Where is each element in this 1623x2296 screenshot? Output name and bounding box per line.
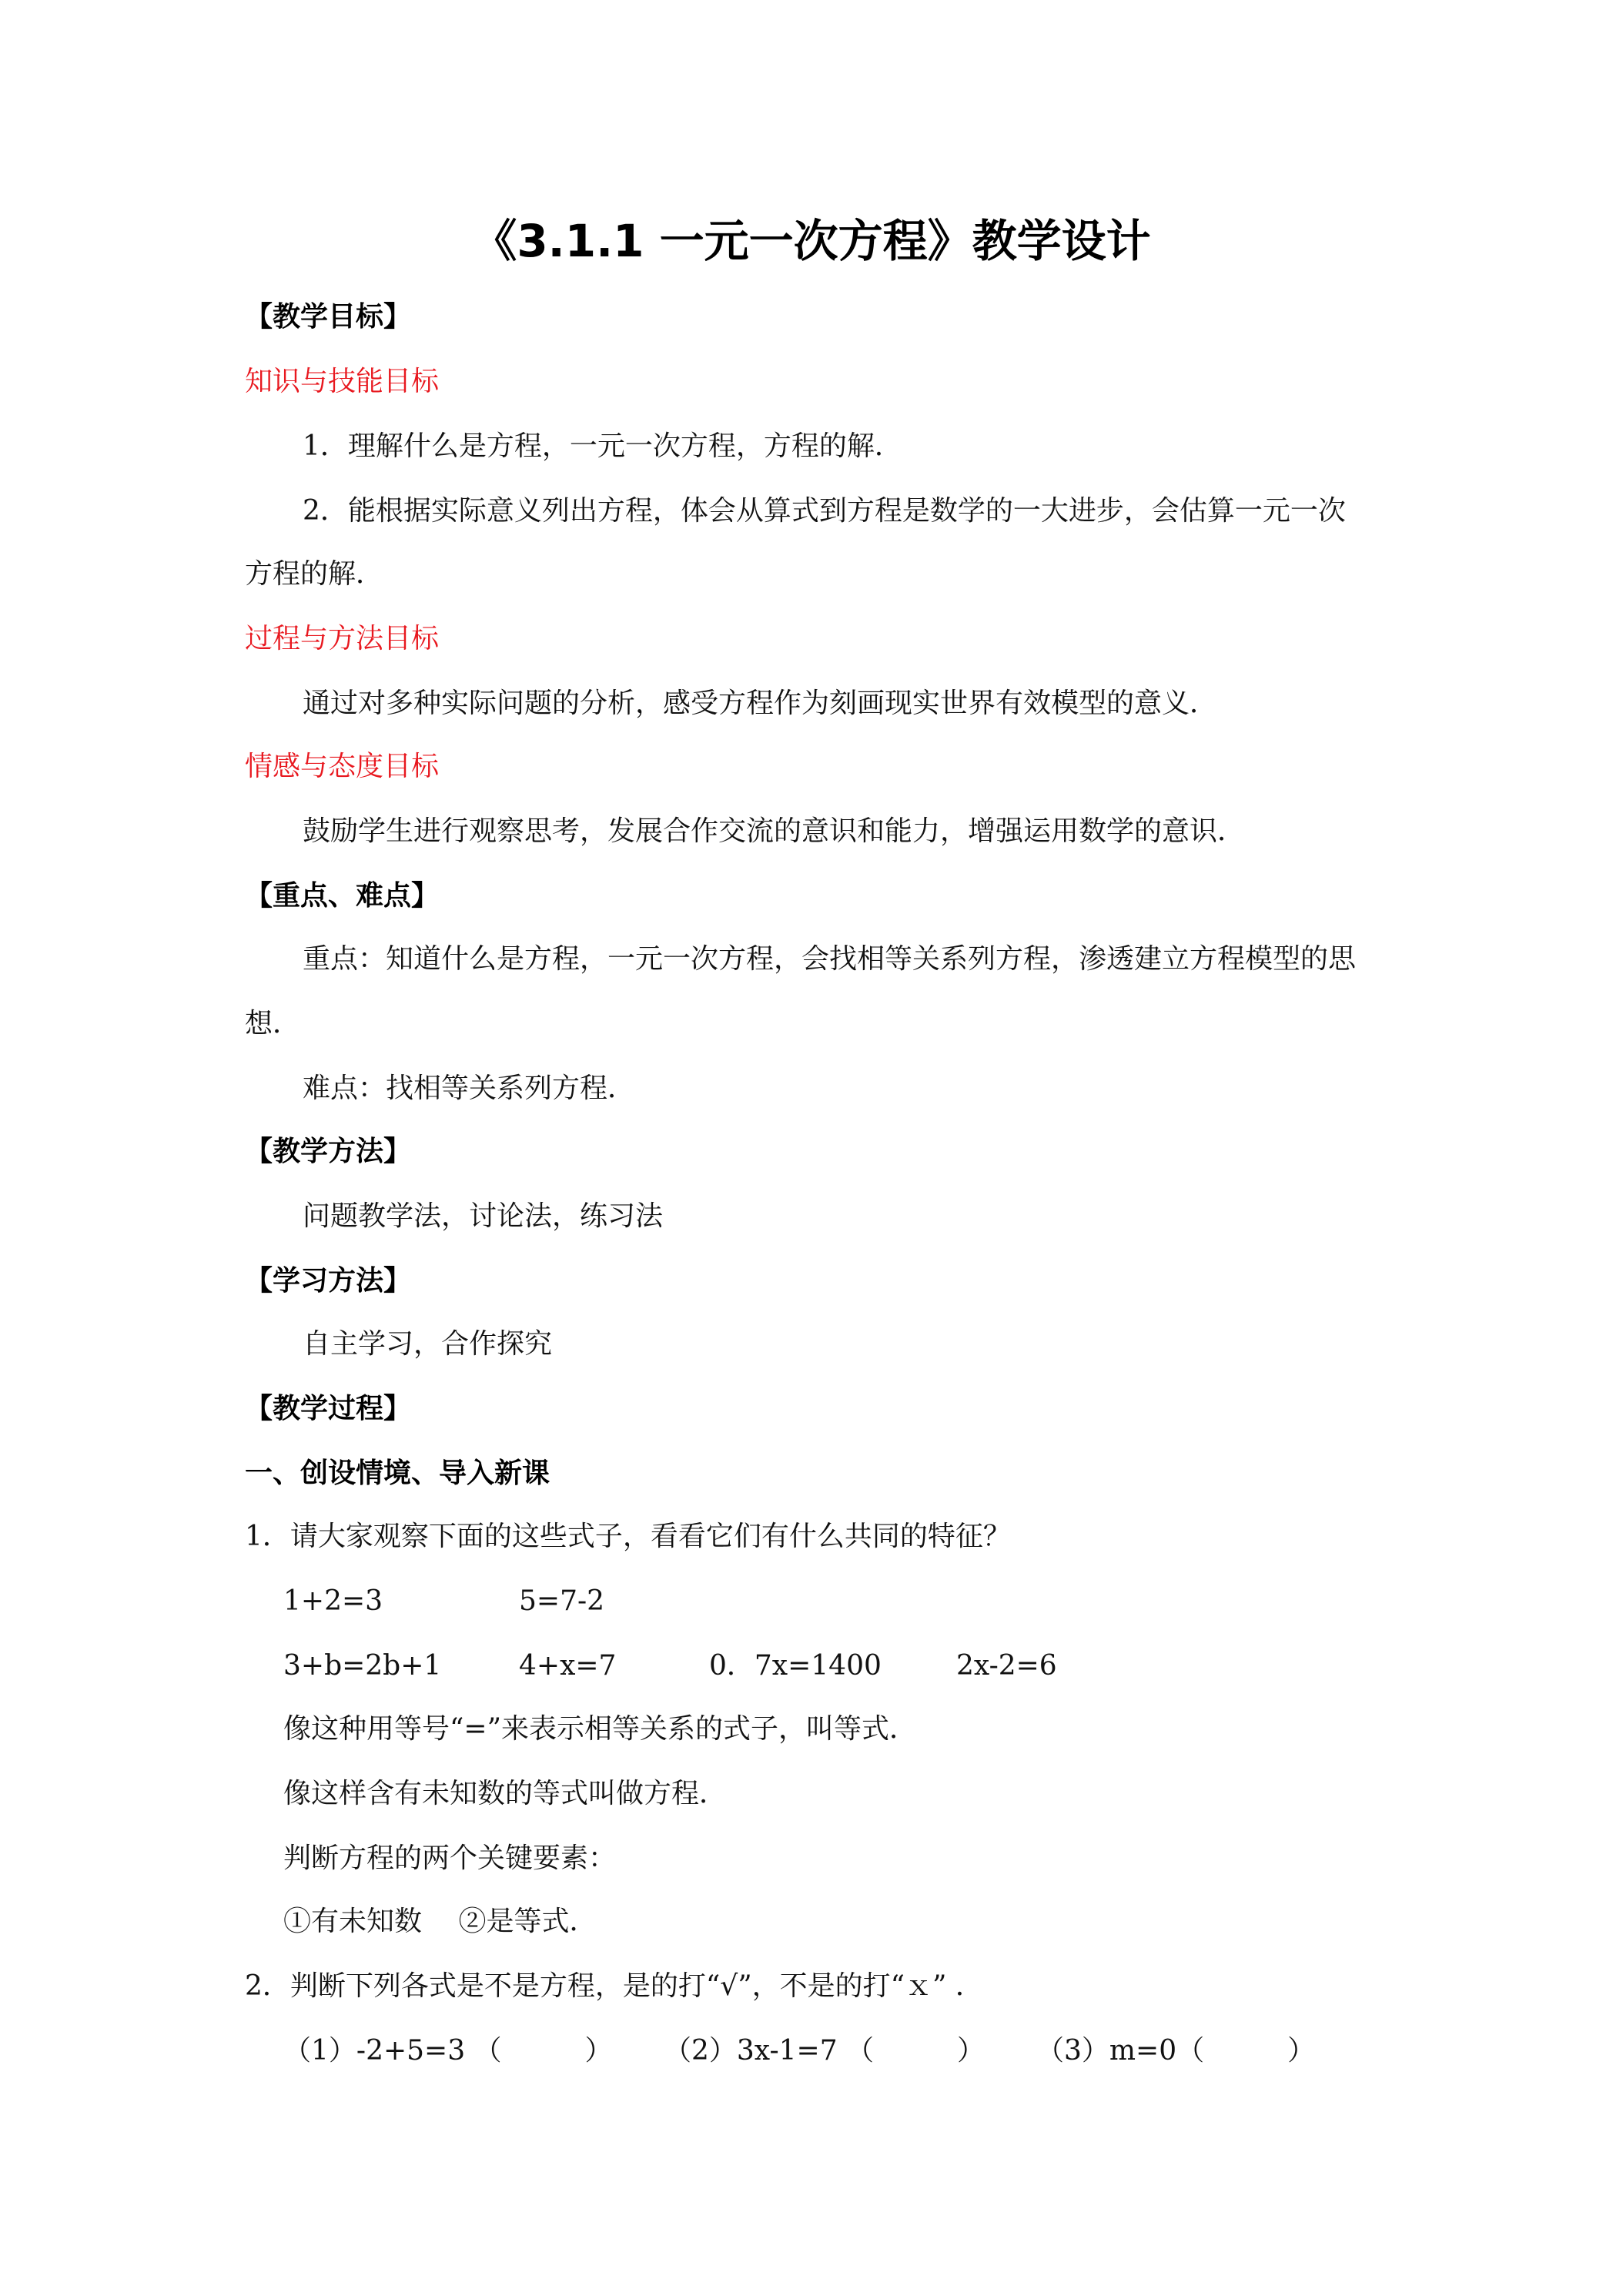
- emotion-attitude-text: 鼓励学生进行观察思考，发展合作交流的意识和能力，增强运用数学的意识．: [303, 815, 1246, 847]
- difficulty-text: 难点：找相等关系列方程．: [303, 1073, 636, 1104]
- process-method-text: 通过对多种实际问题的分析，感受方程作为刻画现实世界有效模型的意义．: [303, 688, 1218, 719]
- teaching-method-heading: 【教学方法】: [245, 1136, 412, 1167]
- objectives-heading: 【教学目标】: [245, 301, 412, 333]
- equation-1: 1+2=3: [283, 1585, 383, 1617]
- part1-heading: 一、创设情境、导入新课: [245, 1458, 550, 1489]
- judge-item-2: （2）3x-1=7 （ ）: [664, 2035, 986, 2067]
- judge-item-3: （3）m=0（ ）: [1036, 2035, 1316, 2067]
- equation-6: 2x-2=6: [956, 1650, 1057, 1682]
- emotion-attitude-heading: 情感与态度目标: [245, 751, 440, 782]
- knowledge-item-1: 1．理解什么是方程，一元一次方程，方程的解．: [303, 430, 902, 462]
- equation-3: 3+b=2b+1: [283, 1650, 442, 1682]
- judge-item-1: （1）-2+5=3 （ ）: [283, 2035, 613, 2067]
- teaching-method-text: 问题教学法，讨论法，练习法: [303, 1200, 664, 1232]
- equation-2: 5=7-2: [519, 1585, 605, 1617]
- equation-5: 0．7x=1400: [709, 1650, 882, 1682]
- equality-definition: 像这种用等号“=”来表示相等关系的式子，叫等式．: [283, 1713, 917, 1745]
- question-2: 2．判断下列各式是不是方程，是的打“√”，不是的打“ｘ” ．: [245, 1970, 983, 2002]
- process-method-heading: 过程与方法目标: [245, 623, 440, 654]
- knowledge-item-2: 2．能根据实际意义列出方程，体会从算式到方程是数学的一大进步，会估算一元一次: [303, 495, 1346, 527]
- key-point-text: 重点：知道什么是方程，一元一次方程，会找相等关系列方程，渗透建立方程模型的思: [303, 943, 1357, 975]
- knowledge-item-2-cont: 方程的解．: [245, 558, 384, 590]
- question-1: 1．请大家观察下面的这些式子，看看它们有什么共同的特征？: [245, 1521, 1011, 1552]
- key-point-text-cont: 想．: [245, 1008, 301, 1039]
- key-elements-intro: 判断方程的两个关键要素：: [283, 1842, 617, 1874]
- knowledge-skills-heading: 知识与技能目标: [245, 366, 440, 397]
- teaching-process-heading: 【教学过程】: [245, 1393, 412, 1424]
- keypoints-heading: 【重点、难点】: [245, 880, 440, 912]
- learning-method-text: 自主学习，合作探究: [303, 1328, 553, 1360]
- equation-4: 4+x=7: [519, 1650, 617, 1682]
- document-title: 《3.1.1 一元一次方程》教学设计: [472, 215, 1151, 267]
- key-elements: ①有未知数 ②是等式．: [283, 1906, 597, 1937]
- learning-method-heading: 【学习方法】: [245, 1265, 412, 1297]
- equation-definition: 像这样含有未知数的等式叫做方程．: [283, 1778, 728, 1809]
